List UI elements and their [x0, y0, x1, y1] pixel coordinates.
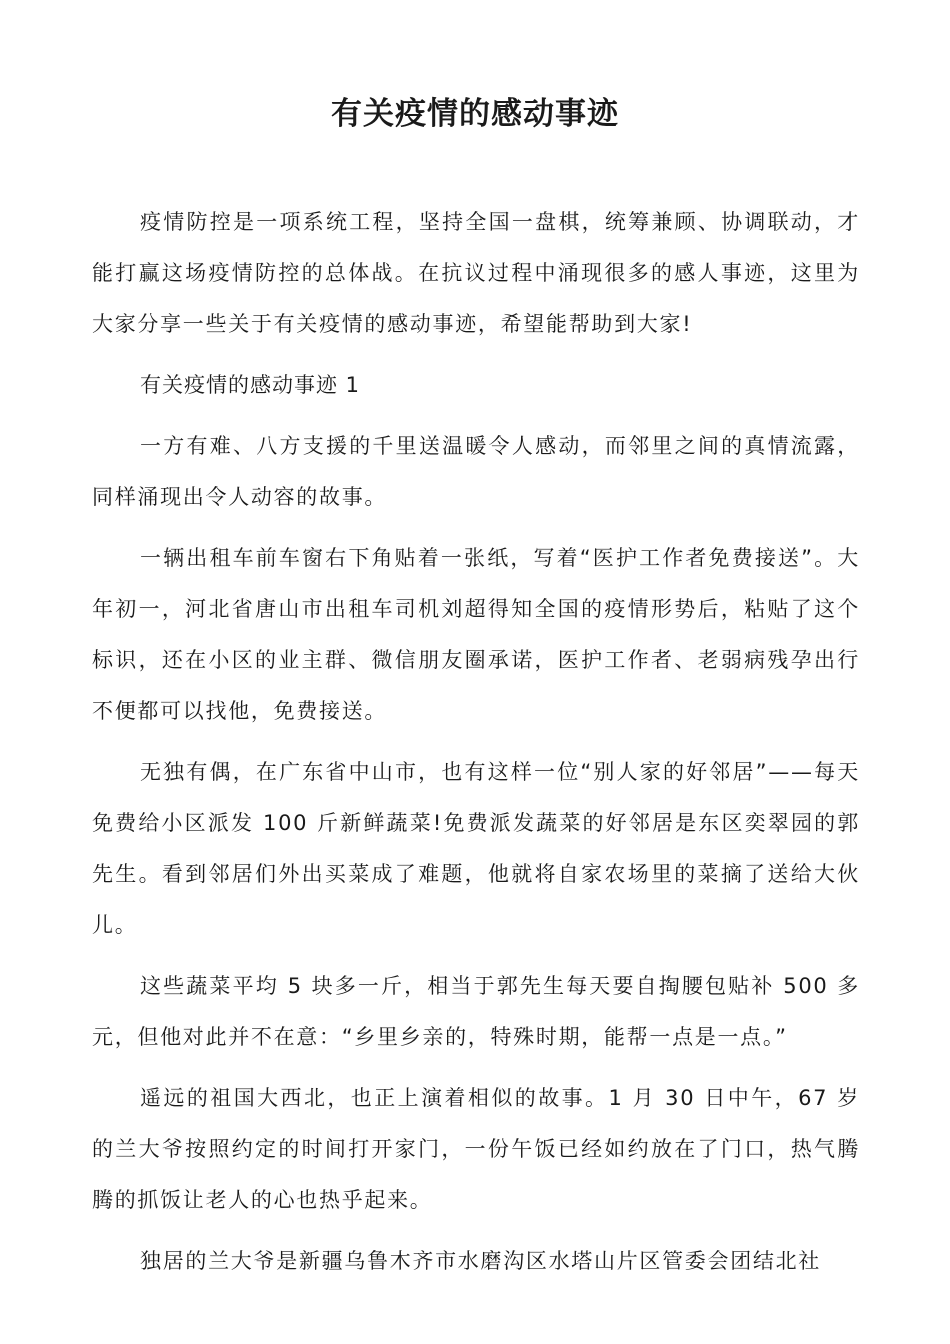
- intro-paragraph: 疫情防控是一项系统工程，坚持全国一盘棋，统筹兼顾、协调联动，才能打赢这场疫情防控的总体战。在抗议过程中涌现很多的感人事迹，这里为大家分享一些关于有关疫情的感动事迹，希望能帮助到大家!: [92, 210, 860, 336]
- body-paragraph: 一方有难、八方支援的千里送温暖令人感动，而邻里之间的真情流露，同样涌现出令人动容的故事。: [92, 434, 860, 509]
- document-body: [92, 197, 860, 1297]
- body-paragraph: 独居的兰大爷是新疆乌鲁木齐市水磨沟区水塔山片区管委会团结北社: [140, 1249, 821, 1273]
- body-paragraph: 遥远的祖国大西北，也正上演着相似的故事。1 月 30 日中午，67 岁的兰大爷按照约定的时间打开家门，一份午饭已经如约放在了门口，热气腾腾的抓饭让老人的心也热乎起来。: [92, 1086, 860, 1212]
- body-paragraph: 一辆出租车前车窗右下角贴着一张纸，写着“医护工作者免费接送”。大年初一，河北省唐山市出租车司机刘超得知全国的疫情形势后，粘贴了这个标识，还在小区的业主群、微信朋友圈承诺，医护工作者、老弱病残孕出行不便都可以找他，免费接送。: [92, 546, 860, 723]
- body-paragraph: 无独有偶，在广东省中山市，也有这样一位“别人家的好邻居”——每天免费给小区派发 100 斤新鲜蔬菜!免费派发蔬菜的好邻居是东区奕翠园的郭先生。看到邻居们外出买菜成了难题，他就将自家农场里的菜摘了送给大伙儿。: [92, 760, 860, 937]
- body-paragraph: 这些蔬菜平均 5 块多一斤，相当于郭先生每天要自掏腰包贴补 500 多元，但他对此并不在意：“乡里乡亲的，特殊时期，能帮一点是一点。”: [92, 974, 860, 1049]
- document-title: 有关疫情的感动事迹: [331, 96, 619, 132]
- section-heading: 有关疫情的感动事迹 1: [140, 373, 361, 397]
